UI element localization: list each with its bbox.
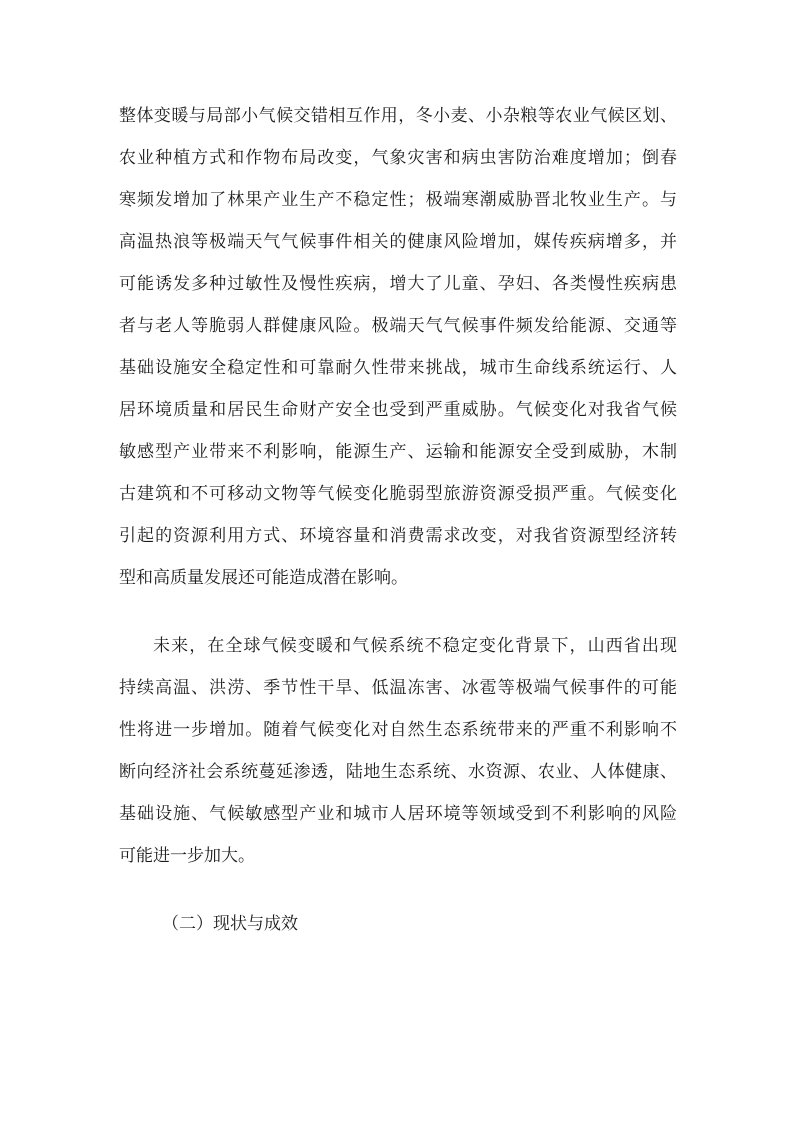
paragraph2-line-3: 性将进一步增加。随着气候变化对自然生态系统带来的严重不利影响不 (119, 720, 677, 740)
paragraph2-line-6: 可能进一步加大。 (119, 846, 255, 866)
paragraph1-line-1: 整体变暖与局部小气候交错相互作用，冬小麦、小杂粮等农业气候区划、 (119, 106, 677, 126)
paragraph1-line-7: 基础设施安全稳定性和可靠耐久性带来挑战，城市生命线系统运行、人 (119, 358, 677, 378)
paragraph2-line-4: 断向经济社会系统蔓延渗透，陆地生态系统、水资源、农业、人体健康、 (119, 762, 677, 782)
paragraph1-line-6: 者与老人等脆弱人群健康风险。极端天气气候事件频发给能源、交通等 (119, 316, 677, 336)
paragraph1-line-5: 可能诱发多种过敏性及慢性疾病，增大了儿童、孕妇、各类慢性疾病患 (119, 274, 677, 294)
paragraph1-line-10: 古建筑和不可移动文物等气候变化脆弱型旅游资源受损严重。气候变化 (119, 484, 677, 504)
paragraph2-line-1: 未来，在全球气候变暖和气候系统不稳定变化背景下，山西省出现 (153, 636, 677, 656)
paragraph1-line-8: 居环境质量和居民生命财产安全也受到严重威胁。气候变化对我省气候 (119, 400, 677, 420)
paragraph1-line-4: 高温热浪等极端天气气候事件相关的健康风险增加，媒传疾病增多，并 (119, 232, 677, 252)
paragraph1-line-3: 寒频发增加了林果产业生产不稳定性；极端寒潮威胁晋北牧业生产。与 (119, 190, 677, 210)
paragraph1-line-9: 敏感型产业带来不利影响，能源生产、运输和能源安全受到威胁，木制 (119, 442, 677, 462)
paragraph1-line-12: 型和高质量发展还可能造成潜在影响。 (119, 568, 408, 588)
paragraph1-line-11: 引起的资源利用方式、环境容量和消费需求改变，对我省资源型经济转 (119, 526, 677, 546)
section-heading: （二）现状与成效 (162, 914, 298, 934)
paragraph2-line-5: 基础设施、气候敏感型产业和城市人居环境等领域受到不利影响的风险 (119, 804, 677, 824)
paragraph1-line-2: 农业种植方式和作物布局改变，气象灾害和病虫害防治难度增加；倒春 (119, 148, 677, 168)
paragraph2-line-2: 持续高温、洪涝、季节性干旱、低温冻害、冰雹等极端气候事件的可能 (119, 678, 677, 698)
